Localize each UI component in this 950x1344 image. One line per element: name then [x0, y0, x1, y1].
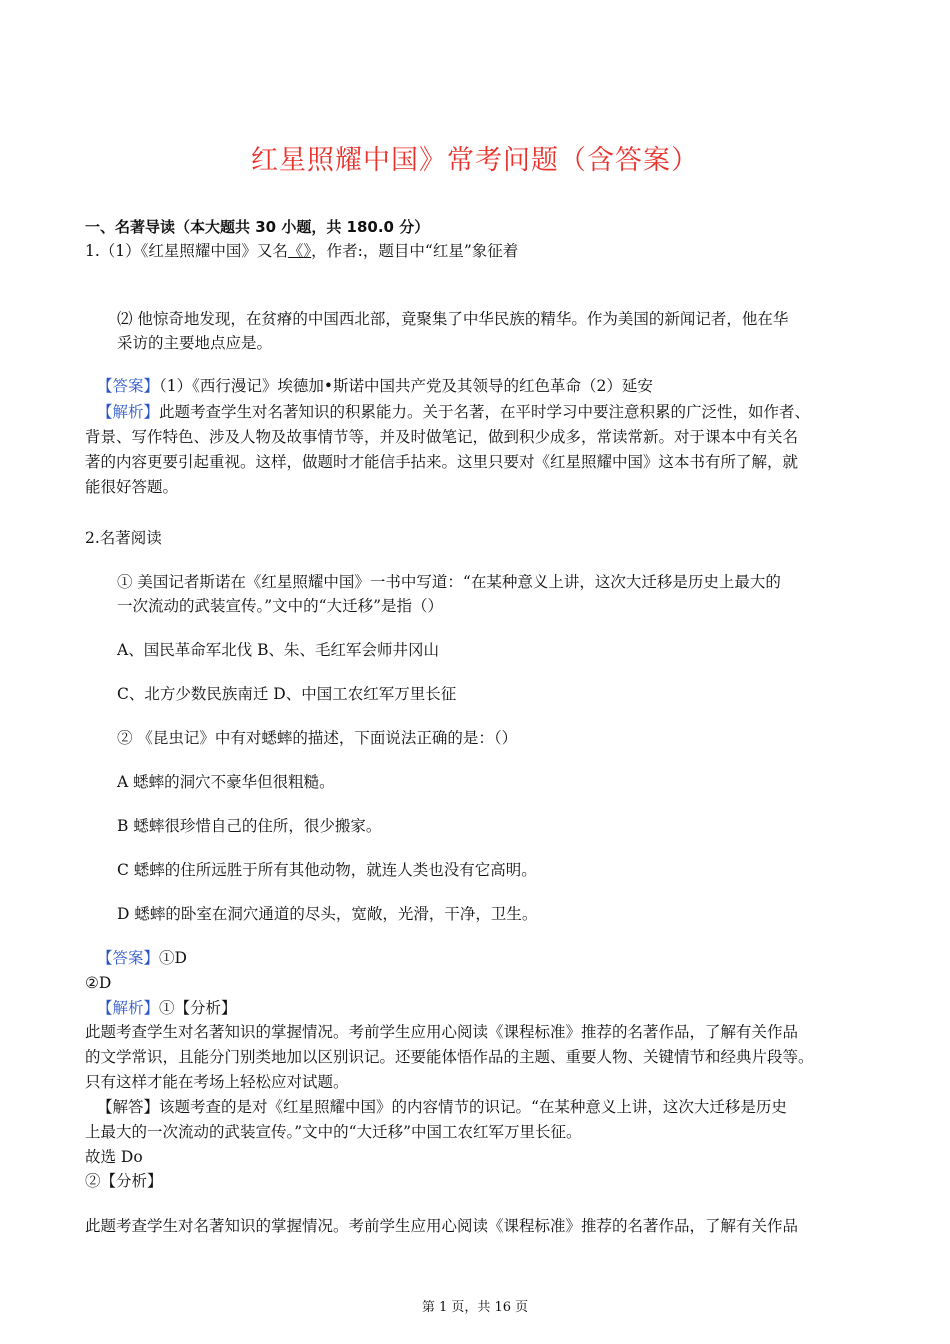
q1-answer-text: （1）《西行漫记》埃德加•斯诺中国共产党及其领导的红色革命（2）延安 — [159, 377, 653, 395]
q1-part2-line2: 采访的主要地点应是。 — [117, 334, 273, 352]
q2-stem1-line2: 一次流动的武装宣传。”文中的“大迁移”是指（） — [117, 597, 444, 615]
q2-answer-1: ①D — [159, 949, 187, 967]
q1-question-text-end: ，作者:，题目中“红星”象征着 — [311, 242, 519, 260]
q1-analysis-line1: 此题考查学生对名著知识的积累能力。关于名著，在平时学习中要注意积累的广泛性，如作者、 — [159, 403, 811, 421]
q2-analysis-line2: 的文学常识，且能分门别类地加以区别识记。还要能体悟作品的主题、重要人物、关键情节和经典片段等。 — [85, 1048, 814, 1066]
q2-analysis-2: ②【分析】 — [85, 1172, 163, 1190]
q1-answer — [97, 376, 653, 396]
q2-analysis-b-line1: 此题考查学生对名著知识的掌握情况。考前学生应用心阅读《课程标准》推荐的名著作品，了解有关作品 — [85, 1217, 799, 1235]
q2-option-b: B 蟋蟀很珍惜自己的住所，很少搬家。 — [117, 817, 382, 835]
page-footer: 第 1 页，共 16 页 — [421, 1300, 529, 1315]
answer-tag: 【答案】 — [97, 377, 160, 395]
q2-answer — [97, 948, 187, 968]
q2-options-ab: A、国民革命军北伐 B、朱、毛红军会师井冈山 — [117, 641, 440, 659]
q2-analysis-line3: 只有这样才能在考场上轻松应对试题。 — [85, 1073, 349, 1091]
answer-tag: 【答案】 — [97, 949, 160, 967]
q2-heading: 2.名著阅读 — [85, 529, 162, 547]
q1-question — [85, 241, 518, 261]
q2-option-d: D 蟋蟀的卧室在洞穴通道的尽头，宽敞，光滑，干净，卫生。 — [117, 905, 538, 923]
q1-analysis-line2: 背景、写作特色、涉及人物及故事情节等，并及时做笔记，做到积少成多，常读常新。对于课本中有关名 — [85, 428, 799, 446]
q2-option-c: C 蟋蟀的住所远胜于所有其他动物，就连人类也没有它高明。 — [117, 861, 537, 879]
q1-analysis — [97, 402, 810, 422]
analysis-tag: 【解析】 — [97, 999, 160, 1017]
q2-analysis-1: ①【分析】 — [159, 999, 237, 1017]
q2-stem2: ② 《昆虫记》中有对蟋蟀的描述，下面说法正确的是：（） — [117, 729, 518, 747]
section-heading: 一、名著导读（本大题共 30 小题，共 180.0 分） — [85, 218, 430, 236]
q1-blank: 《》 — [287, 242, 312, 260]
q2-analysis — [97, 998, 237, 1018]
q2-analysis-line1: 此题考查学生对名著知识的掌握情况。考前学生应用心阅读《课程标准》推荐的名著作品，了解有关作品 — [85, 1023, 799, 1041]
q1-analysis-line3: 著的内容更要引起重视。这样，做题时才能信手拈来。这里只要对《红星照耀中国》这本书有所了解，就 — [85, 453, 799, 471]
q2-options-cd: C、北方少数民族南迁 D、中国工农红军万里长征 — [117, 685, 457, 703]
q2-solution-line1: 【解答】该题考查的是对《红星照耀中国》的内容情节的识记。“在某种意义上讲，这次大迁移是历史 — [97, 1098, 787, 1116]
q2-solution-line2: 上最大的一次流动的武装宣传。”文中的“大迁移”中国工农红军万里长征。 — [85, 1123, 582, 1141]
q2-answer-2: ②D — [85, 974, 112, 992]
q1-question-text: 1.（1）《红星照耀中国》又名 — [85, 242, 288, 260]
q2-option-a: A 蟋蟀的洞穴不豪华但很粗糙。 — [117, 773, 335, 791]
q2-choose: 故选 Do — [85, 1148, 143, 1166]
analysis-tag: 【解析】 — [97, 403, 160, 421]
q1-analysis-line4: 能很好答题。 — [85, 478, 179, 496]
document-title: 红星照耀中国》常考问题（含答案） — [251, 145, 699, 176]
q1-part2-line1: ⑵ 他惊奇地发现，在贫瘠的中国西北部，竟聚集了中华民族的精华。作为美国的新闻记者，他在华 — [117, 310, 789, 328]
q2-stem1-line1: ① 美国记者斯诺在《红星照耀中国》一书中写道：“在某种意义上讲，这次大迁移是历史上最大的 — [117, 573, 781, 591]
